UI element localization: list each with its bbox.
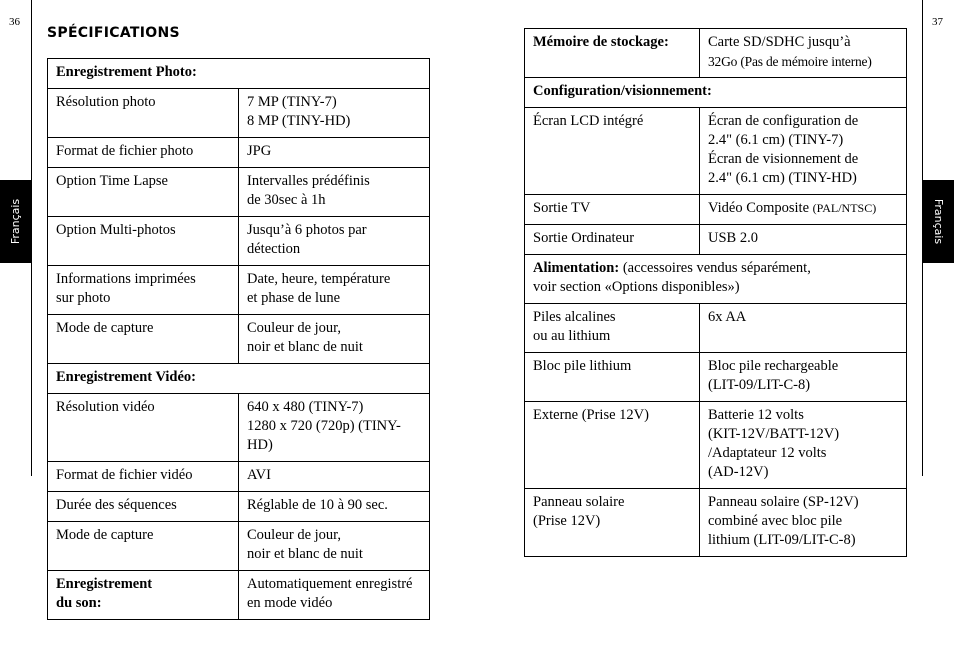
cell-text-line: Couleur de jour, (247, 527, 342, 543)
tv-value-standard: (PAL/NTSC) (812, 201, 877, 215)
table-cell-value (239, 168, 430, 217)
specs-table-right (524, 28, 907, 557)
table-cell-label (525, 304, 700, 353)
cell-text-line: Panneau solaire (533, 494, 625, 510)
table-row (525, 402, 907, 489)
cell-text-line: Mode de capture (56, 527, 154, 543)
cell-text-line: Externe (Prise 12V) (533, 407, 649, 423)
table-cell-label (48, 138, 239, 168)
cell-text-line: Bloc pile lithium (533, 358, 632, 374)
cell-text-line: 6x AA (708, 309, 747, 325)
tv-label: Sortie TV (525, 195, 700, 225)
video-section-header-row (48, 364, 430, 394)
cell-text-line: /Adaptateur 12 volts (708, 445, 827, 461)
power-rows (525, 304, 907, 557)
cell-text-line: 1280 x 720 (720p) (TINY-HD) (247, 418, 401, 453)
table-row (525, 108, 907, 195)
cell-text-line: (AD-12V) (708, 464, 769, 480)
table-cell-value (700, 489, 907, 557)
sound-value-line: Automatiquement enregistré (247, 576, 413, 592)
language-tab-left (0, 180, 31, 263)
cell-text-line: et phase de lune (247, 290, 341, 306)
video-section-header: Enregistrement Vidéo: (48, 364, 430, 394)
storage-value-line: 32Go (Pas de mémoire interne) (708, 54, 872, 69)
language-tab-right (923, 180, 954, 263)
table-cell-value (239, 217, 430, 266)
cell-text-line: (KIT-12V/BATT-12V) (708, 426, 840, 442)
cell-text-line: AVI (247, 467, 271, 483)
cell-text-line: noir et blanc de nuit (247, 339, 363, 355)
cell-text-line: Mode de capture (56, 320, 154, 336)
storage-value (700, 29, 907, 78)
specs-table-left (47, 58, 430, 620)
table-row (525, 353, 907, 402)
table-row (48, 89, 430, 138)
cell-text-line: Intervalles prédéfinis (247, 173, 370, 189)
photo-section-header: Enregistrement Photo: (48, 59, 430, 89)
table-cell-label (48, 315, 239, 364)
pc-value: USB 2.0 (700, 225, 907, 255)
table-row (48, 492, 430, 522)
page-number-right: 37 (932, 16, 943, 28)
cell-text-line: Résolution photo (56, 94, 156, 110)
table-cell-value (239, 462, 430, 492)
cell-text-line: Option Time Lapse (56, 173, 168, 189)
sound-value (239, 571, 430, 620)
photo-section-header-row (48, 59, 430, 89)
cell-text-line: Résolution vidéo (56, 399, 155, 415)
storage-label: Mémoire de stockage: (525, 29, 700, 78)
table-cell-value (239, 522, 430, 571)
storage-value-line: Carte SD/SDHC jusqu’à (708, 34, 851, 50)
cell-text-line: Informations imprimées (56, 271, 196, 287)
cell-text-line: (Prise 12V) (533, 513, 601, 529)
cell-text-line: Batterie 12 volts (708, 407, 804, 423)
config-section-header: Configuration/visionnement: (525, 78, 907, 108)
table-cell-value (700, 304, 907, 353)
table-cell-label (525, 402, 700, 489)
cell-text-line: 8 MP (TINY-HD) (247, 113, 351, 129)
table-row (48, 315, 430, 364)
cell-text-line: lithium (LIT-09/LIT-C-8) (708, 532, 856, 548)
tv-value (700, 195, 907, 225)
page-number-left: 36 (9, 16, 20, 28)
table-row (48, 394, 430, 462)
cell-text-line: Piles alcalines (533, 309, 616, 325)
table-row (48, 266, 430, 315)
cell-text-line: Panneau solaire (SP-12V) (708, 494, 859, 510)
table-cell-label (48, 394, 239, 462)
tv-value-main: Vidéo Composite (708, 200, 810, 216)
section-title: SPÉCIFICATIONS (47, 25, 180, 41)
pc-label: Sortie Ordinateur (525, 225, 700, 255)
cell-text-line: Option Multi-photos (56, 222, 176, 238)
table-row (48, 462, 430, 492)
table-cell-label (525, 353, 700, 402)
language-tab-label: Français (9, 198, 22, 245)
cell-text-line: Date, heure, température (247, 271, 391, 287)
table-row (48, 571, 430, 620)
table-cell-value (239, 492, 430, 522)
sound-value-line: en mode vidéo (247, 595, 333, 611)
power-header-rest: (accessoires vendus séparément, (619, 260, 811, 276)
table-cell-label (48, 217, 239, 266)
power-header-line2: voir section «Options disponibles») (533, 279, 740, 295)
power-section-header (525, 255, 907, 304)
cell-text-line: combiné avec bloc pile (708, 513, 843, 529)
table-cell-value (239, 394, 430, 462)
table-cell-label (48, 168, 239, 217)
cell-text-line: Jusqu’à 6 photos par (247, 222, 367, 238)
table-cell-label (48, 89, 239, 138)
table-cell-label (525, 489, 700, 557)
cell-text-line: ou au lithium (533, 328, 611, 344)
lcd-label: Écran LCD intégré (525, 108, 700, 195)
cell-text-line: Couleur de jour, (247, 320, 342, 336)
table-row (48, 522, 430, 571)
left-margin-rule (31, 0, 32, 476)
power-header-bold: Alimentation: (533, 260, 620, 276)
table-row (525, 225, 907, 255)
table-row (48, 138, 430, 168)
cell-text-line: détection (247, 241, 301, 257)
cell-text-line: de 30sec à 1h (247, 192, 326, 208)
table-row (525, 304, 907, 353)
lcd-value-line: 2.4" (6.1 cm) (TINY-HD) (708, 170, 857, 186)
table-cell-label (48, 266, 239, 315)
lcd-value (700, 108, 907, 195)
sound-label-line: Enregistrement (56, 576, 153, 592)
cell-text-line: noir et blanc de nuit (247, 546, 363, 562)
sound-label (48, 571, 239, 620)
table-row (48, 168, 430, 217)
table-cell-label (48, 492, 239, 522)
photo-rows (48, 89, 430, 364)
cell-text-line: Format de fichier photo (56, 143, 194, 159)
config-section-header-row (525, 78, 907, 108)
cell-text-line: 640 x 480 (TINY-7) (247, 399, 364, 415)
cell-text-line: JPG (247, 143, 272, 159)
table-cell-value (700, 353, 907, 402)
table-cell-label (48, 522, 239, 571)
cell-text-line: Format de fichier vidéo (56, 467, 193, 483)
cell-text-line: 7 MP (TINY-7) (247, 94, 337, 110)
lcd-value-line: Écran de visionnement de (708, 151, 859, 167)
table-cell-value (239, 315, 430, 364)
table-cell-label (48, 462, 239, 492)
table-cell-value (239, 266, 430, 315)
cell-text-line: sur photo (56, 290, 111, 306)
table-cell-value (239, 89, 430, 138)
table-cell-value (239, 138, 430, 168)
cell-text-line: Durée des séquences (56, 497, 177, 513)
table-row (48, 217, 430, 266)
lcd-value-line: Écran de configuration de (708, 113, 859, 129)
language-tab-label: Français (932, 198, 945, 245)
cell-text-line: Réglable de 10 à 90 sec. (247, 497, 388, 513)
table-row (525, 29, 907, 78)
cell-text-line: (LIT-09/LIT-C-8) (708, 377, 811, 393)
cell-text-line: Bloc pile rechargeable (708, 358, 839, 374)
table-row (525, 195, 907, 225)
video-rows (48, 394, 430, 571)
power-section-header-row (525, 255, 907, 304)
lcd-value-line: 2.4" (6.1 cm) (TINY-7) (708, 132, 844, 148)
sound-label-line: du son: (56, 595, 102, 611)
table-cell-value (700, 402, 907, 489)
table-row (525, 489, 907, 557)
